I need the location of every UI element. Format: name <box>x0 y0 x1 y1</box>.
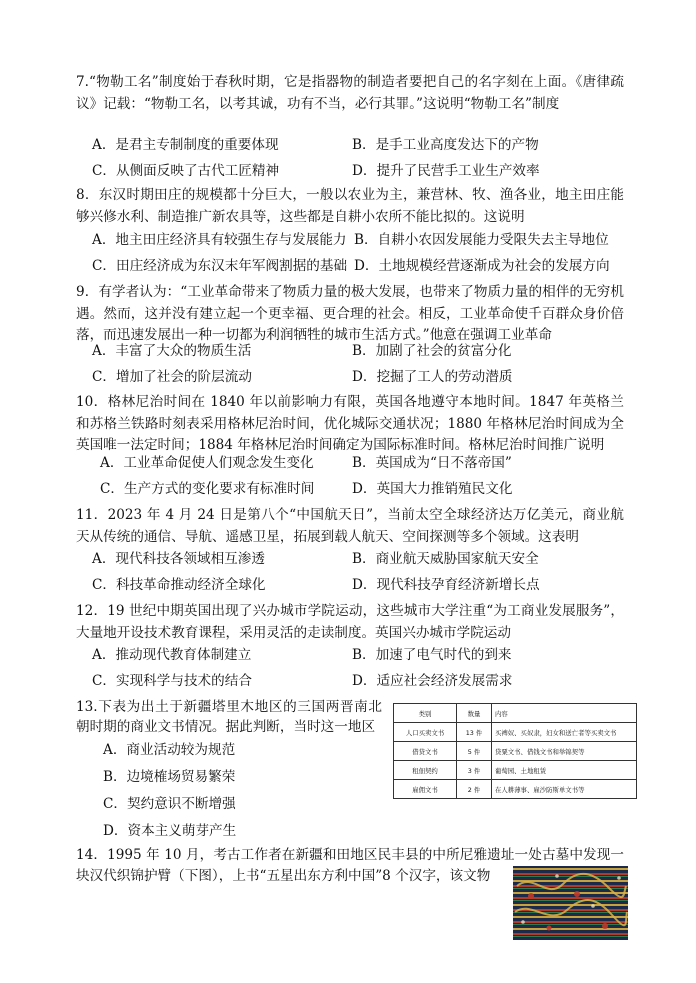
question-8-stem: 8．东汉时期田庄的规模都十分巨大，一般以农业为主，兼营林、牧、渔各业，地主田庄能够兴修水利、制造推广新农具等，这些都是自耕小农所不能比拟的。这说明 <box>76 187 624 225</box>
question-12-option-b: B．加速了电气时代的到来 <box>352 647 512 663</box>
question-10-option-b: B．英国成为“日不落帝国” <box>352 455 512 471</box>
question-7-option-b: B．是手工业高度发达下的产物 <box>352 137 539 153</box>
table-cell: 在人耕薄事、雇沙防斯单文书等 <box>492 780 637 799</box>
table-row <box>394 780 637 799</box>
question-12-option-d: D．适应社会经济发展需求 <box>352 673 513 689</box>
table-cell: 借贷文书 <box>394 742 457 761</box>
question-13-stem: 13.下表为出土于新疆塔里木地区的三国两晋南北朝时期的商业文书情况。据此判断，当时这一地区 <box>76 699 382 735</box>
table-header-cell: 数量 <box>457 704 492 723</box>
table-cell: 3 件 <box>457 761 492 780</box>
question-9-option-c: C．增加了社会的阶层流动 <box>92 369 252 385</box>
table-cell: 租佃契约 <box>394 761 457 780</box>
question-8-option-b: B．自耕小农因发展能力受限失去主导地位 <box>354 232 609 248</box>
table-cell: 贷粟文书、借钱文书和举锦契等 <box>492 742 637 761</box>
table-cell: 雇佣文书 <box>394 780 457 799</box>
question-11-option-c: C．科技革命推动经济全球化 <box>92 577 266 593</box>
question-8-option-c: C．田庄经济成为东汉末年军阀割据的基础 <box>92 258 348 274</box>
table-cell: 买裨奴、买奴隶，妇女和送亡者等买卖文书 <box>492 723 637 742</box>
table-header-row <box>394 704 637 723</box>
question-9-option-d: D．挖掘了工人的劳动潜质 <box>352 369 513 385</box>
question-11-option-a: A．现代科技各领域相互渗透 <box>92 551 265 567</box>
question-7-option-c: C．从侧面反映了古代工匠精神 <box>92 163 280 179</box>
question-11-option-b: B．商业航天威胁国家航天安全 <box>352 551 539 567</box>
question-13-option-d: D．资本主义萌芽产生 <box>103 823 237 839</box>
question-9-option-a: A．丰富了大众的物质生活 <box>92 343 252 359</box>
question-8-option-d: D．土地规模经营逐渐成为社会的发展方向 <box>354 258 610 274</box>
question-12-option-c: C．实现科学与技术的结合 <box>92 673 252 689</box>
table-cell: 人口买卖文书 <box>394 723 457 742</box>
table-row <box>394 761 637 780</box>
question-12-stem: 12．19 世纪中期英国出现了兴办城市学院运动，这些城市大学注重“为工商业发展服务”，大量地开设技术教育课程，采用灵活的走读制度。英国兴办城市学院运动 <box>76 603 624 641</box>
table-row <box>394 742 637 761</box>
table-row <box>394 723 637 742</box>
brocade-armguard-image <box>513 866 628 940</box>
question-7-stem: 7.“物勒工名”制度始于春秋时期，它是指器物的制造者要把自己的名字刻在上面。《唐律疏议》记载：“物勒工名，以考其诚，功有不当，必行其罪。”这说明“物勒工名”制度 <box>76 74 624 112</box>
commercial-documents-table <box>393 703 637 799</box>
question-13-option-c: C．契约意识不断增强 <box>103 796 236 812</box>
question-11-option-d: D．现代科技孕育经济新增长点 <box>352 577 540 593</box>
question-13-option-a: A．商业活动较为规范 <box>103 742 236 758</box>
question-13-option-b: B．边境榷场贸易繁荣 <box>103 769 236 785</box>
table-header-cell: 类别 <box>394 704 457 723</box>
table-cell: 13 件 <box>457 723 492 742</box>
question-9-option-b: B．加剧了社会的贫富分化 <box>352 343 512 359</box>
table-header-cell: 内容 <box>492 704 637 723</box>
question-10-option-d: D．英国大力推销殖民文化 <box>352 481 513 497</box>
table-cell: 5 件 <box>457 742 492 761</box>
question-11-stem: 11．2023 年 4 月 24 日是第八个“中国航天日”，当前太空全球经济达万亿美元，商业航天从传统的通信、导航、遥感卫星，拓展到载人航天、空间探测等多个领域。这表明 <box>76 507 624 545</box>
question-12-option-a: A．推动现代教育体制建立 <box>92 647 252 663</box>
question-8-option-a: A．地主田庄经济具有较强生存与发展能力 <box>92 232 347 248</box>
question-14-stem: 14．1995 年 10 月，考古工作者在新疆和田地区民丰县的中所尼雅遗址一处古墓中发现一块汉代织锦护臂（下图），上书“五星出东方利中国”8 个汉字，该文物 <box>76 847 624 884</box>
question-7-option-d: D．提升了民营手工业生产效率 <box>352 163 540 179</box>
question-10-option-a: A．工业革命促使人们观念发生变化 <box>100 455 314 471</box>
question-7-option-a: A．是君主专制制度的重要体现 <box>92 137 279 153</box>
question-10-option-c: C．生产方式的变化要求有标准时间 <box>100 481 315 497</box>
question-10-stem: 10．格林尼治时间在 1840 年以前影响力有限，英国各地遵守本地时间。1847 年英格兰和苏格兰铁路时刻表采用格林尼治时间，优化城际交通状况；1880 年格林尼治时间成为全英国唯一法定时间；1884 年格林尼治时间确定为国际标准时间。格林尼治时间推广说明 <box>76 394 624 453</box>
table-cell: 葡萄园、土地租赁 <box>492 761 637 780</box>
question-9-stem: 9．有学者认为：“工业革命带来了物质力量的极大发展，也带来了物质力量的相伴的无穷机遇。然而，这并没有建立起一个更幸福、更合理的社会。相反，工业革命使千百群众身价倍落，而迅速发展出一种一切都为利润牺牲的城市生活方式。”他意在强调工业革命 <box>76 284 624 343</box>
table-cell: 2 件 <box>457 780 492 799</box>
